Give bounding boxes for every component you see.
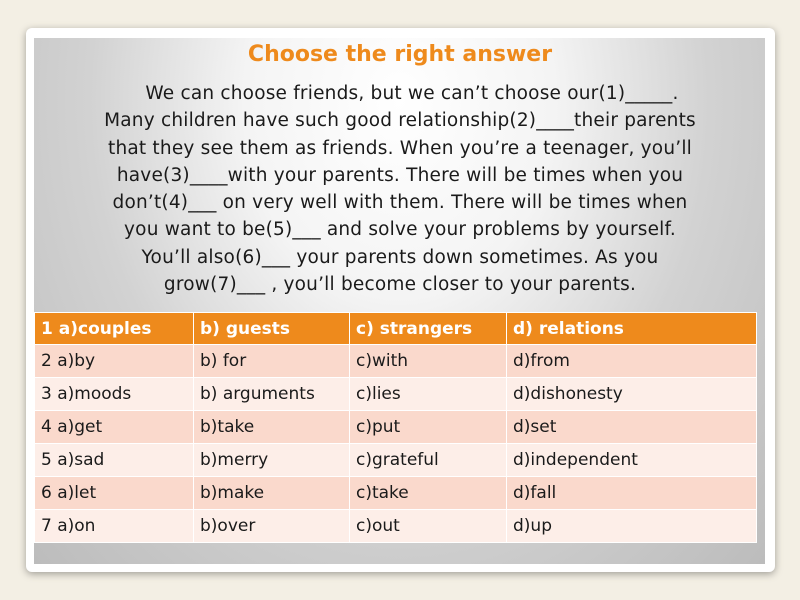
table-cell: b)merry — [194, 444, 350, 477]
table-cell: d)from — [507, 345, 757, 378]
table-cell: 2 a)by — [35, 345, 194, 378]
slide-title: Choose the right answer — [247, 42, 553, 67]
table-cell: c)out — [350, 510, 507, 543]
table-row — [35, 411, 757, 444]
table-cell: d)fall — [507, 477, 757, 510]
table-cell: d)set — [507, 411, 757, 444]
table-row — [35, 510, 757, 543]
passage-text — [0, 80, 800, 298]
table-cell: d)up — [507, 510, 757, 543]
table-cell: d)independent — [507, 444, 757, 477]
table-cell: c)grateful — [350, 444, 507, 477]
answer-options-table — [34, 312, 757, 543]
table-row — [35, 444, 757, 477]
table-cell: d) relations — [507, 313, 757, 345]
table-row — [35, 378, 757, 411]
table-cell: c)with — [350, 345, 507, 378]
table-cell: c)put — [350, 411, 507, 444]
passage-line: Many children have such good relationship(2)____their parents — [104, 110, 696, 132]
table-cell: b)over — [194, 510, 350, 543]
table-cell: 1 a)couples — [35, 313, 194, 345]
table-row — [35, 477, 757, 510]
table-cell: 7 a)on — [35, 510, 194, 543]
table-cell: b) guests — [194, 313, 350, 345]
passage-line: We can choose friends, but we can’t choose our(1)_____. — [145, 83, 679, 104]
passage-line: don’t(4)___ on very well with them. There will be times when — [112, 192, 688, 214]
passage-line: have(3)____with your parents. There will be times when you — [116, 164, 684, 186]
table-cell: c) strangers — [350, 313, 507, 345]
table-cell: 6 a)let — [35, 477, 194, 510]
table-cell: b) arguments — [194, 378, 350, 411]
table-row — [35, 345, 757, 378]
table-cell: d)dishonesty — [507, 378, 757, 411]
passage-line: that they see them as friends. When you’re a teenager, you’ll — [107, 137, 693, 159]
table-cell: b) for — [194, 345, 350, 378]
table-cell: b)take — [194, 411, 350, 444]
passage-line: you want to be(5)___ and solve your problems by yourself. — [124, 219, 676, 241]
table-cell: c)take — [350, 477, 507, 510]
table-cell: 5 a)sad — [35, 444, 194, 477]
table-cell: 4 a)get — [35, 411, 194, 444]
table-cell: 3 a)moods — [35, 378, 194, 411]
table-cell: b)make — [194, 477, 350, 510]
passage-line: You’ll also(6)___ your parents down sometimes. As you — [141, 246, 659, 268]
passage-line: grow(7)___ , you’ll become closer to your parents. — [163, 274, 637, 296]
table-header-row — [35, 313, 757, 345]
table-cell: c)lies — [350, 378, 507, 411]
